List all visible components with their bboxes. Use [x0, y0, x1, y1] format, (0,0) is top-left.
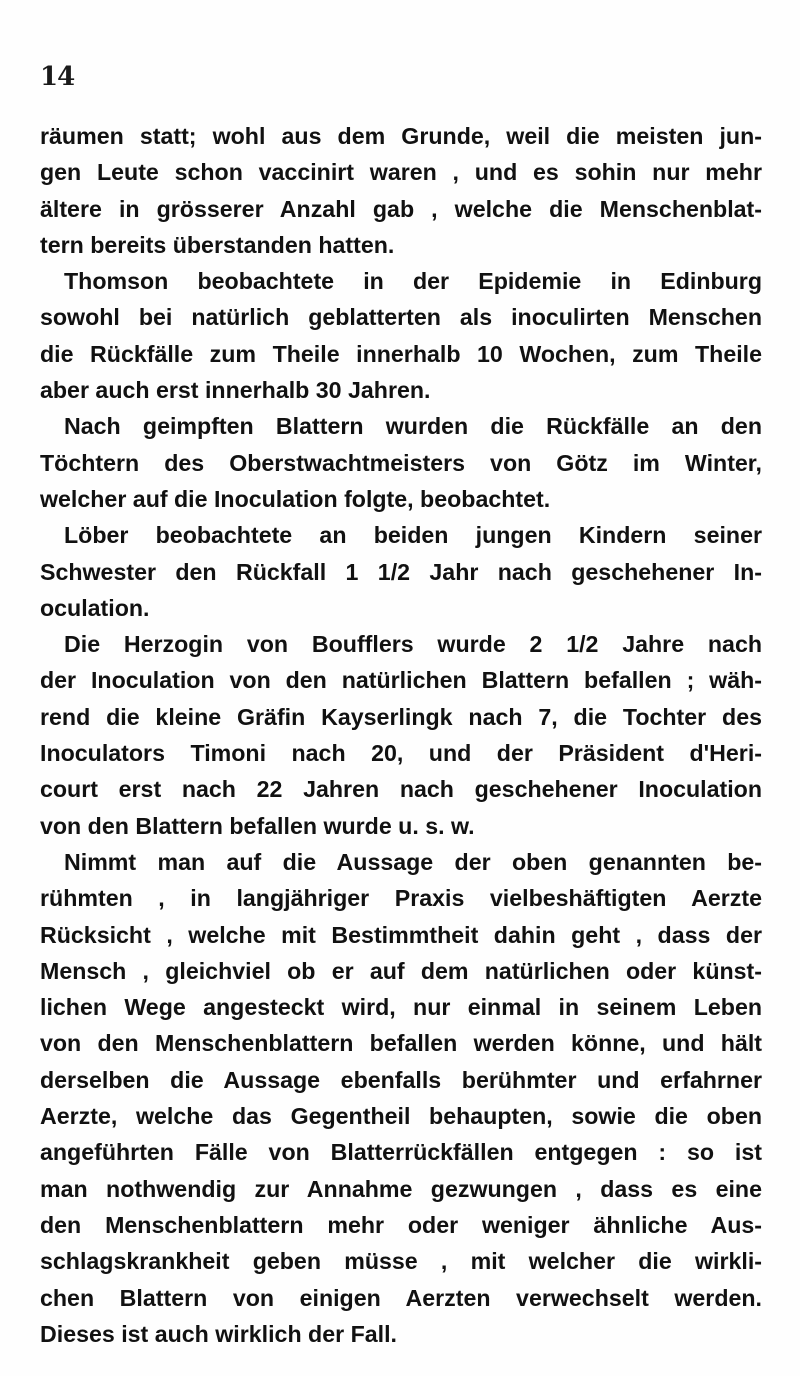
text-line: angeführten Fälle von Blatterrückfällen entgegen : so ist	[40, 1139, 762, 1166]
text-line: sowohl bei natürlich geblatterten als inoculirten Menschen	[40, 304, 762, 331]
text-line: schlagskrankheit geben müsse , mit welcher die wirkli-	[40, 1248, 762, 1275]
text-line: gen Leute schon vaccinirt waren , und es sohin nur mehr	[40, 159, 762, 186]
text-line: rend die kleine Gräfin Kayserlingk nach 7, die Tochter des	[40, 703, 762, 730]
text-line: Löber beobachtete an beiden jungen Kindern seiner	[64, 522, 762, 549]
text-line: Rücksicht , welche mit Bestimmtheit dahin geht , dass der	[40, 921, 762, 948]
text-line: Die Herzogin von Boufflers wurde 2 1/2 Jahre nach	[64, 631, 762, 658]
text-line: court erst nach 22 Jahren nach geschehener Inoculation	[40, 776, 762, 803]
text-line: Nimmt man auf die Aussage der oben genannten be-	[64, 848, 762, 875]
text-line: Schwester den Rückfall 1 1/2 Jahr nach geschehener In-	[40, 558, 762, 585]
text-line: rühmten , in langjähriger Praxis vielbeshäftigten Aerzte	[40, 885, 762, 912]
text-line: ältere in grösserer Anzahl gab , welche die Menschenblat-	[40, 195, 762, 222]
text-line: von den Blattern befallen wurde u. s. w.	[40, 812, 475, 839]
text-line: von den Menschenblattern befallen werden könne, und hält	[40, 1030, 762, 1057]
text-line: den Menschenblattern mehr oder weniger ähnliche Aus-	[40, 1211, 762, 1238]
text-line: Inoculators Timoni nach 20, und der Präsident d'Heri-	[40, 740, 762, 767]
text-line: Mensch , gleichviel ob er auf dem natürlichen oder künst-	[40, 957, 762, 984]
text-line: oculation.	[40, 594, 150, 621]
text-line: welcher auf die Inoculation folgte, beobachtet.	[40, 485, 551, 512]
page-number: 14	[40, 62, 75, 92]
body-text	[40, 118, 762, 1352]
text-line: tern bereits überstanden hatten.	[40, 231, 395, 258]
text-line: Töchtern des Oberstwachtmeisters von Götz im Winter,	[40, 449, 762, 476]
text-line: lichen Wege angesteckt wird, nur einmal in seinem Leben	[40, 994, 762, 1021]
text-line: aber auch erst innerhalb 30 Jahren.	[40, 377, 431, 404]
text-line: chen Blattern von einigen Aerzten verwechselt werden.	[40, 1284, 762, 1311]
text-line: derselben die Aussage ebenfalls berühmter und erfahrner	[40, 1066, 762, 1093]
text-line: räumen statt; wohl aus dem Grunde, weil die meisten jun-	[40, 123, 762, 149]
text-line: Dieses ist auch wirklich der Fall.	[40, 1320, 397, 1347]
text-line: Aerzte, welche das Gegentheil behaupten, sowie die oben	[40, 1103, 762, 1130]
text-line: Thomson beobachtete in der Epidemie in Edinburg	[64, 268, 762, 295]
text-line: Nach geimpften Blattern wurden die Rückfälle an den	[64, 413, 762, 440]
text-line: man nothwendig zur Annahme gezwungen , dass es eine	[40, 1175, 762, 1202]
text-line: der Inoculation von den natürlichen Blattern befallen ; wäh-	[40, 667, 762, 694]
text-line: die Rückfälle zum Theile innerhalb 10 Wochen, zum Theile	[40, 340, 762, 367]
